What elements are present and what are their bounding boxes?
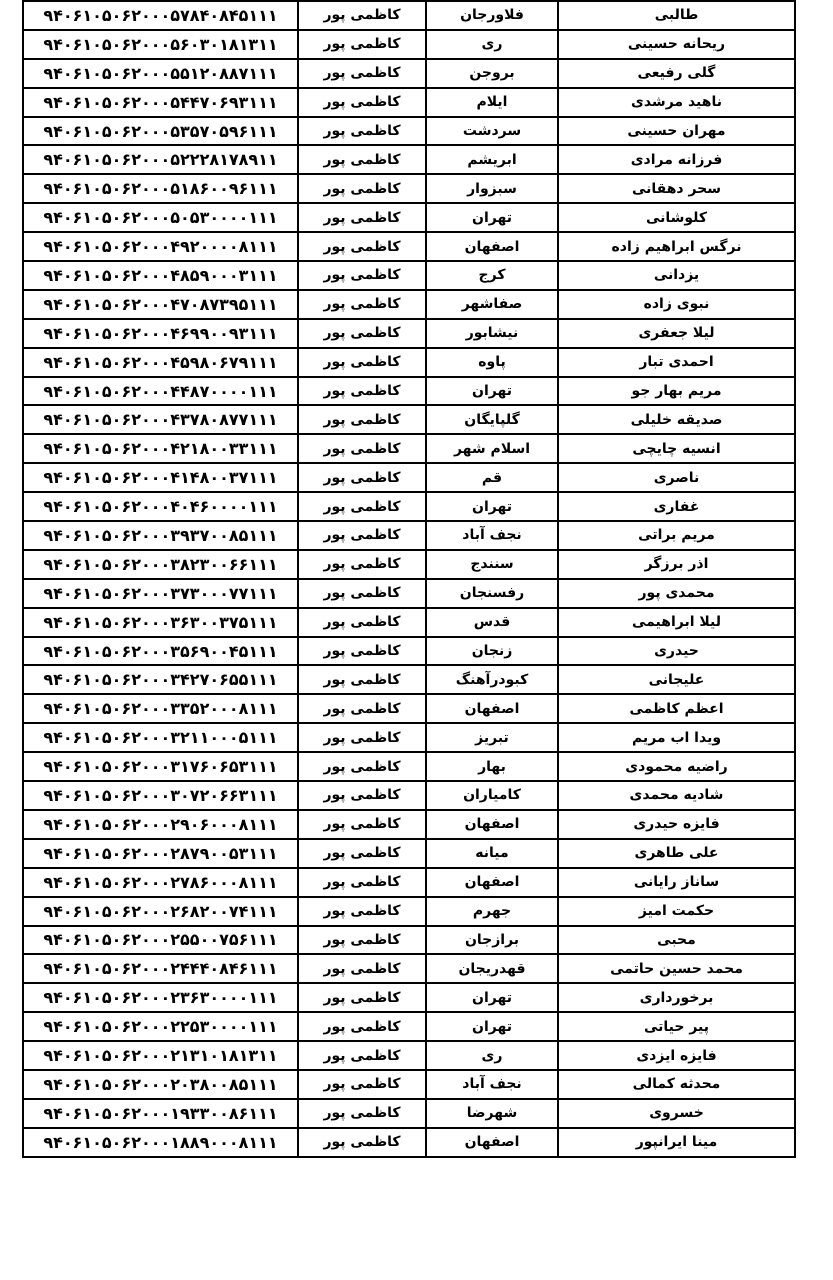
city-cell: کامیاران <box>426 781 558 810</box>
city-cell: ری <box>426 30 558 59</box>
city-cell: برازجان <box>426 926 558 955</box>
city-cell: سنندج <box>426 550 558 579</box>
account-number-cell: ۹۴۰۶۱۰۵۰۶۲۰۰۰۲۶۸۲۰۰۷۴۱۱۱ <box>23 897 298 926</box>
city-cell: تهران <box>426 377 558 406</box>
family-name-cell: کاظمی پور <box>298 319 426 348</box>
family-name-cell: کاظمی پور <box>298 983 426 1012</box>
table-row <box>23 637 795 666</box>
city-cell: تهران <box>426 203 558 232</box>
family-name-cell: کاظمی پور <box>298 550 426 579</box>
account-number-cell: ۹۴۰۶۱۰۵۰۶۲۰۰۰۴۷۰۸۷۳۹۵۱۱۱ <box>23 290 298 319</box>
account-number-cell: ۹۴۰۶۱۰۵۰۶۲۰۰۰۳۱۷۶۰۶۵۳۱۱۱ <box>23 752 298 781</box>
table-row <box>23 1012 795 1041</box>
family-name-cell: کاظمی پور <box>298 868 426 897</box>
account-number-cell: ۹۴۰۶۱۰۵۰۶۲۰۰۰۵۰۵۳۰۰۰۰۱۱۱ <box>23 203 298 232</box>
table-row <box>23 810 795 839</box>
account-number-cell: ۹۴۰۶۱۰۵۰۶۲۰۰۰۴۳۷۸۰۸۷۷۱۱۱ <box>23 405 298 434</box>
table-row <box>23 550 795 579</box>
table-row <box>23 463 795 492</box>
family-name-cell: کاظمی پور <box>298 434 426 463</box>
table-row <box>23 665 795 694</box>
city-cell: نیشابور <box>426 319 558 348</box>
table-row <box>23 377 795 406</box>
person-name-cell: انسیه چایچی <box>558 434 795 463</box>
city-cell: میانه <box>426 839 558 868</box>
family-name-cell: کاظمی پور <box>298 752 426 781</box>
table-row <box>23 868 795 897</box>
account-number-cell: ۹۴۰۶۱۰۵۰۶۲۰۰۰۲۲۵۳۰۰۰۰۱۱۱ <box>23 1012 298 1041</box>
city-cell: قهدریجان <box>426 954 558 983</box>
table-row <box>23 752 795 781</box>
city-cell: اسلام شهر <box>426 434 558 463</box>
family-name-cell: کاظمی پور <box>298 1099 426 1128</box>
person-name-cell: اعظم کاظمی <box>558 694 795 723</box>
person-name-cell: لیلا جعفری <box>558 319 795 348</box>
city-cell: زنجان <box>426 637 558 666</box>
city-cell: شهرضا <box>426 1099 558 1128</box>
account-number-cell: ۹۴۰۶۱۰۵۰۶۲۰۰۰۴۲۱۸۰۰۳۳۱۱۱ <box>23 434 298 463</box>
family-name-cell: کاظمی پور <box>298 174 426 203</box>
family-name-cell: کاظمی پور <box>298 839 426 868</box>
family-name-cell: کاظمی پور <box>298 810 426 839</box>
city-cell: گلپایگان <box>426 405 558 434</box>
account-number-cell: ۹۴۰۶۱۰۵۰۶۲۰۰۰۲۳۶۳۰۰۰۰۱۱۱ <box>23 983 298 1012</box>
person-name-cell: سحر دهقانی <box>558 174 795 203</box>
table-row <box>23 290 795 319</box>
person-name-cell: مینا ایرانپور <box>558 1128 795 1157</box>
account-number-cell: ۹۴۰۶۱۰۵۰۶۲۰۰۰۲۴۴۴۰۸۴۶۱۱۱ <box>23 954 298 983</box>
city-cell: اصفهان <box>426 810 558 839</box>
person-name-cell: ساناز رایانی <box>558 868 795 897</box>
city-cell: تهران <box>426 492 558 521</box>
family-name-cell: کاظمی پور <box>298 1 426 30</box>
person-name-cell: نرگس ابراهیم زاده <box>558 232 795 261</box>
family-name-cell: کاظمی پور <box>298 405 426 434</box>
person-name-cell: ریحانه حسینی <box>558 30 795 59</box>
city-cell: ری <box>426 1041 558 1070</box>
person-name-cell: صدیقه خلیلی <box>558 405 795 434</box>
city-cell: ابریشم <box>426 145 558 174</box>
table-row <box>23 261 795 290</box>
person-name-cell: ویدا اب مریم <box>558 723 795 752</box>
city-cell: تهران <box>426 1012 558 1041</box>
account-number-cell: ۹۴۰۶۱۰۵۰۶۲۰۰۰۳۴۲۷۰۶۵۵۱۱۱ <box>23 665 298 694</box>
account-number-cell: ۹۴۰۶۱۰۵۰۶۲۰۰۰۳۳۵۲۰۰۰۸۱۱۱ <box>23 694 298 723</box>
family-name-cell: کاظمی پور <box>298 377 426 406</box>
table-row <box>23 174 795 203</box>
table-row <box>23 117 795 146</box>
family-name-cell: کاظمی پور <box>298 723 426 752</box>
person-name-cell: طالبی <box>558 1 795 30</box>
person-name-cell: علی طاهری <box>558 839 795 868</box>
account-number-cell: ۹۴۰۶۱۰۵۰۶۲۰۰۰۴۹۲۰۰۰۰۸۱۱۱ <box>23 232 298 261</box>
person-name-cell: مریم براتی <box>558 521 795 550</box>
person-name-cell: پیر حیاتی <box>558 1012 795 1041</box>
family-name-cell: کاظمی پور <box>298 59 426 88</box>
person-name-cell: شادیه محمدی <box>558 781 795 810</box>
account-number-cell: ۹۴۰۶۱۰۵۰۶۲۰۰۰۴۸۵۹۰۰۰۳۱۱۱ <box>23 261 298 290</box>
person-name-cell: محمدی پور <box>558 579 795 608</box>
city-cell: صفاشهر <box>426 290 558 319</box>
account-number-cell: ۹۴۰۶۱۰۵۰۶۲۰۰۰۵۱۸۶۰۰۹۶۱۱۱ <box>23 174 298 203</box>
person-name-cell: ناصری <box>558 463 795 492</box>
family-name-cell: کاظمی پور <box>298 1070 426 1099</box>
account-number-cell: ۹۴۰۶۱۰۵۰۶۲۰۰۰۴۵۹۸۰۶۷۹۱۱۱ <box>23 348 298 377</box>
person-name-cell: علیجانی <box>558 665 795 694</box>
city-cell: بهار <box>426 752 558 781</box>
city-cell: بروجن <box>426 59 558 88</box>
account-number-cell: ۹۴۰۶۱۰۵۰۶۲۰۰۰۲۵۵۰۰۷۵۶۱۱۱ <box>23 926 298 955</box>
table-row <box>23 983 795 1012</box>
person-name-cell: کلوشانی <box>558 203 795 232</box>
person-name-cell: یزدانی <box>558 261 795 290</box>
person-name-cell: لیلا ابراهیمی <box>558 608 795 637</box>
account-number-cell: ۹۴۰۶۱۰۵۰۶۲۰۰۰۲۱۳۱۰۱۸۱۳۱۱ <box>23 1041 298 1070</box>
account-number-cell: ۹۴۰۶۱۰۵۰۶۲۰۰۰۳۲۱۱۰۰۰۵۱۱۱ <box>23 723 298 752</box>
account-number-cell: ۹۴۰۶۱۰۵۰۶۲۰۰۰۴۴۸۷۰۰۰۰۱۱۱ <box>23 377 298 406</box>
account-number-cell: ۹۴۰۶۱۰۵۰۶۲۰۰۰۵۴۴۷۰۶۹۳۱۱۱ <box>23 88 298 117</box>
person-name-cell: برخورداری <box>558 983 795 1012</box>
table-row <box>23 1099 795 1128</box>
family-name-cell: کاظمی پور <box>298 492 426 521</box>
table-row <box>23 434 795 463</box>
account-number-cell: ۹۴۰۶۱۰۵۰۶۲۰۰۰۵۵۱۲۰۸۸۷۱۱۱ <box>23 59 298 88</box>
city-cell: جهرم <box>426 897 558 926</box>
account-number-cell: ۹۴۰۶۱۰۵۰۶۲۰۰۰۱۸۸۹۰۰۰۸۱۱۱ <box>23 1128 298 1157</box>
city-cell: تبریز <box>426 723 558 752</box>
table-row <box>23 694 795 723</box>
account-number-cell: ۹۴۰۶۱۰۵۰۶۲۰۰۰۴۰۴۶۰۰۰۰۱۱۱ <box>23 492 298 521</box>
city-cell: اصفهان <box>426 868 558 897</box>
family-name-cell: کاظمی پور <box>298 348 426 377</box>
table-row <box>23 897 795 926</box>
family-name-cell: کاظمی پور <box>298 1041 426 1070</box>
table-row <box>23 839 795 868</box>
document-page <box>22 0 794 1158</box>
person-name-cell: مهران حسینی <box>558 117 795 146</box>
family-name-cell: کاظمی پور <box>298 521 426 550</box>
table-row <box>23 232 795 261</box>
account-number-cell: ۹۴۰۶۱۰۵۰۶۲۰۰۰۲۰۳۸۰۰۸۵۱۱۱ <box>23 1070 298 1099</box>
table-row <box>23 781 795 810</box>
city-cell: پاوه <box>426 348 558 377</box>
city-cell: کبودرآهنگ <box>426 665 558 694</box>
family-name-cell: کاظمی پور <box>298 926 426 955</box>
person-name-cell: نبوی زاده <box>558 290 795 319</box>
family-name-cell: کاظمی پور <box>298 30 426 59</box>
person-name-cell: احمدی تبار <box>558 348 795 377</box>
account-number-cell: ۹۴۰۶۱۰۵۰۶۲۰۰۰۳۸۲۳۰۰۶۶۱۱۱ <box>23 550 298 579</box>
city-cell: سبزوار <box>426 174 558 203</box>
table-row <box>23 145 795 174</box>
person-name-cell: غفاری <box>558 492 795 521</box>
city-cell: رفسنجان <box>426 579 558 608</box>
city-cell: قدس <box>426 608 558 637</box>
account-number-cell: ۹۴۰۶۱۰۵۰۶۲۰۰۰۳۵۶۹۰۰۴۵۱۱۱ <box>23 637 298 666</box>
table-row <box>23 348 795 377</box>
city-cell: فلاورجان <box>426 1 558 30</box>
person-name-cell: گلی رفیعی <box>558 59 795 88</box>
city-cell: اصفهان <box>426 232 558 261</box>
family-name-cell: کاظمی پور <box>298 781 426 810</box>
table-row <box>23 59 795 88</box>
family-name-cell: کاظمی پور <box>298 463 426 492</box>
table-row <box>23 492 795 521</box>
city-cell: ایلام <box>426 88 558 117</box>
family-name-cell: کاظمی پور <box>298 203 426 232</box>
person-name-cell: فایزه ایزدی <box>558 1041 795 1070</box>
account-number-cell: ۹۴۰۶۱۰۵۰۶۲۰۰۰۴۶۹۹۰۰۹۳۱۱۱ <box>23 319 298 348</box>
family-name-cell: کاظمی پور <box>298 897 426 926</box>
table-row <box>23 579 795 608</box>
city-cell: نجف آباد <box>426 1070 558 1099</box>
account-number-cell: ۹۴۰۶۱۰۵۰۶۲۰۰۰۲۷۸۶۰۰۰۸۱۱۱ <box>23 868 298 897</box>
city-cell: نجف آباد <box>426 521 558 550</box>
account-number-cell: ۹۴۰۶۱۰۵۰۶۲۰۰۰۳۷۳۰۰۰۷۷۱۱۱ <box>23 579 298 608</box>
table-row <box>23 521 795 550</box>
family-name-cell: کاظمی پور <box>298 665 426 694</box>
account-number-cell: ۹۴۰۶۱۰۵۰۶۲۰۰۰۲۸۷۹۰۰۵۳۱۱۱ <box>23 839 298 868</box>
account-number-cell: ۹۴۰۶۱۰۵۰۶۲۰۰۰۳۶۳۰۰۳۷۵۱۱۱ <box>23 608 298 637</box>
city-cell: کرج <box>426 261 558 290</box>
city-cell: سردشت <box>426 117 558 146</box>
person-name-cell: خسروی <box>558 1099 795 1128</box>
records-table <box>22 0 796 1158</box>
person-name-cell: محدثه کمالی <box>558 1070 795 1099</box>
family-name-cell: کاظمی پور <box>298 117 426 146</box>
city-cell: اصفهان <box>426 1128 558 1157</box>
family-name-cell: کاظمی پور <box>298 608 426 637</box>
person-name-cell: راضیه محمودی <box>558 752 795 781</box>
person-name-cell: حیدری <box>558 637 795 666</box>
family-name-cell: کاظمی پور <box>298 88 426 117</box>
person-name-cell: محمد حسین حاتمی <box>558 954 795 983</box>
table-row <box>23 319 795 348</box>
account-number-cell: ۹۴۰۶۱۰۵۰۶۲۰۰۰۱۹۳۳۰۰۸۶۱۱۱ <box>23 1099 298 1128</box>
person-name-cell: ناهید مرشدی <box>558 88 795 117</box>
records-table-body <box>23 1 795 1157</box>
family-name-cell: کاظمی پور <box>298 1012 426 1041</box>
family-name-cell: کاظمی پور <box>298 637 426 666</box>
person-name-cell: محبی <box>558 926 795 955</box>
person-name-cell: اذر برزگر <box>558 550 795 579</box>
city-cell: تهران <box>426 983 558 1012</box>
family-name-cell: کاظمی پور <box>298 954 426 983</box>
family-name-cell: کاظمی پور <box>298 1128 426 1157</box>
city-cell: قم <box>426 463 558 492</box>
table-row <box>23 405 795 434</box>
table-row <box>23 954 795 983</box>
table-row <box>23 203 795 232</box>
table-row <box>23 1070 795 1099</box>
family-name-cell: کاظمی پور <box>298 145 426 174</box>
table-row <box>23 608 795 637</box>
person-name-cell: فرزانه مرادی <box>558 145 795 174</box>
account-number-cell: ۹۴۰۶۱۰۵۰۶۲۰۰۰۳۹۳۷۰۰۸۵۱۱۱ <box>23 521 298 550</box>
table-row <box>23 723 795 752</box>
family-name-cell: کاظمی پور <box>298 579 426 608</box>
table-row <box>23 88 795 117</box>
person-name-cell: مریم بهار جو <box>558 377 795 406</box>
table-row <box>23 1128 795 1157</box>
account-number-cell: ۹۴۰۶۱۰۵۰۶۲۰۰۰۵۶۰۳۰۱۸۱۳۱۱ <box>23 30 298 59</box>
family-name-cell: کاظمی پور <box>298 232 426 261</box>
family-name-cell: کاظمی پور <box>298 261 426 290</box>
account-number-cell: ۹۴۰۶۱۰۵۰۶۲۰۰۰۲۹۰۶۰۰۰۸۱۱۱ <box>23 810 298 839</box>
table-row <box>23 30 795 59</box>
family-name-cell: کاظمی پور <box>298 290 426 319</box>
account-number-cell: ۹۴۰۶۱۰۵۰۶۲۰۰۰۳۰۷۲۰۶۶۳۱۱۱ <box>23 781 298 810</box>
city-cell: اصفهان <box>426 694 558 723</box>
person-name-cell: فایزه حیدری <box>558 810 795 839</box>
table-row <box>23 1 795 30</box>
table-row <box>23 1041 795 1070</box>
account-number-cell: ۹۴۰۶۱۰۵۰۶۲۰۰۰۴۱۴۸۰۰۳۷۱۱۱ <box>23 463 298 492</box>
family-name-cell: کاظمی پور <box>298 694 426 723</box>
account-number-cell: ۹۴۰۶۱۰۵۰۶۲۰۰۰۵۳۵۷۰۵۹۶۱۱۱ <box>23 117 298 146</box>
table-row <box>23 926 795 955</box>
person-name-cell: حکمت امیز <box>558 897 795 926</box>
account-number-cell: ۹۴۰۶۱۰۵۰۶۲۰۰۰۵۲۲۲۸۱۷۸۹۱۱ <box>23 145 298 174</box>
account-number-cell: ۹۴۰۶۱۰۵۰۶۲۰۰۰۵۷۸۴۰۸۴۵۱۱۱ <box>23 1 298 30</box>
